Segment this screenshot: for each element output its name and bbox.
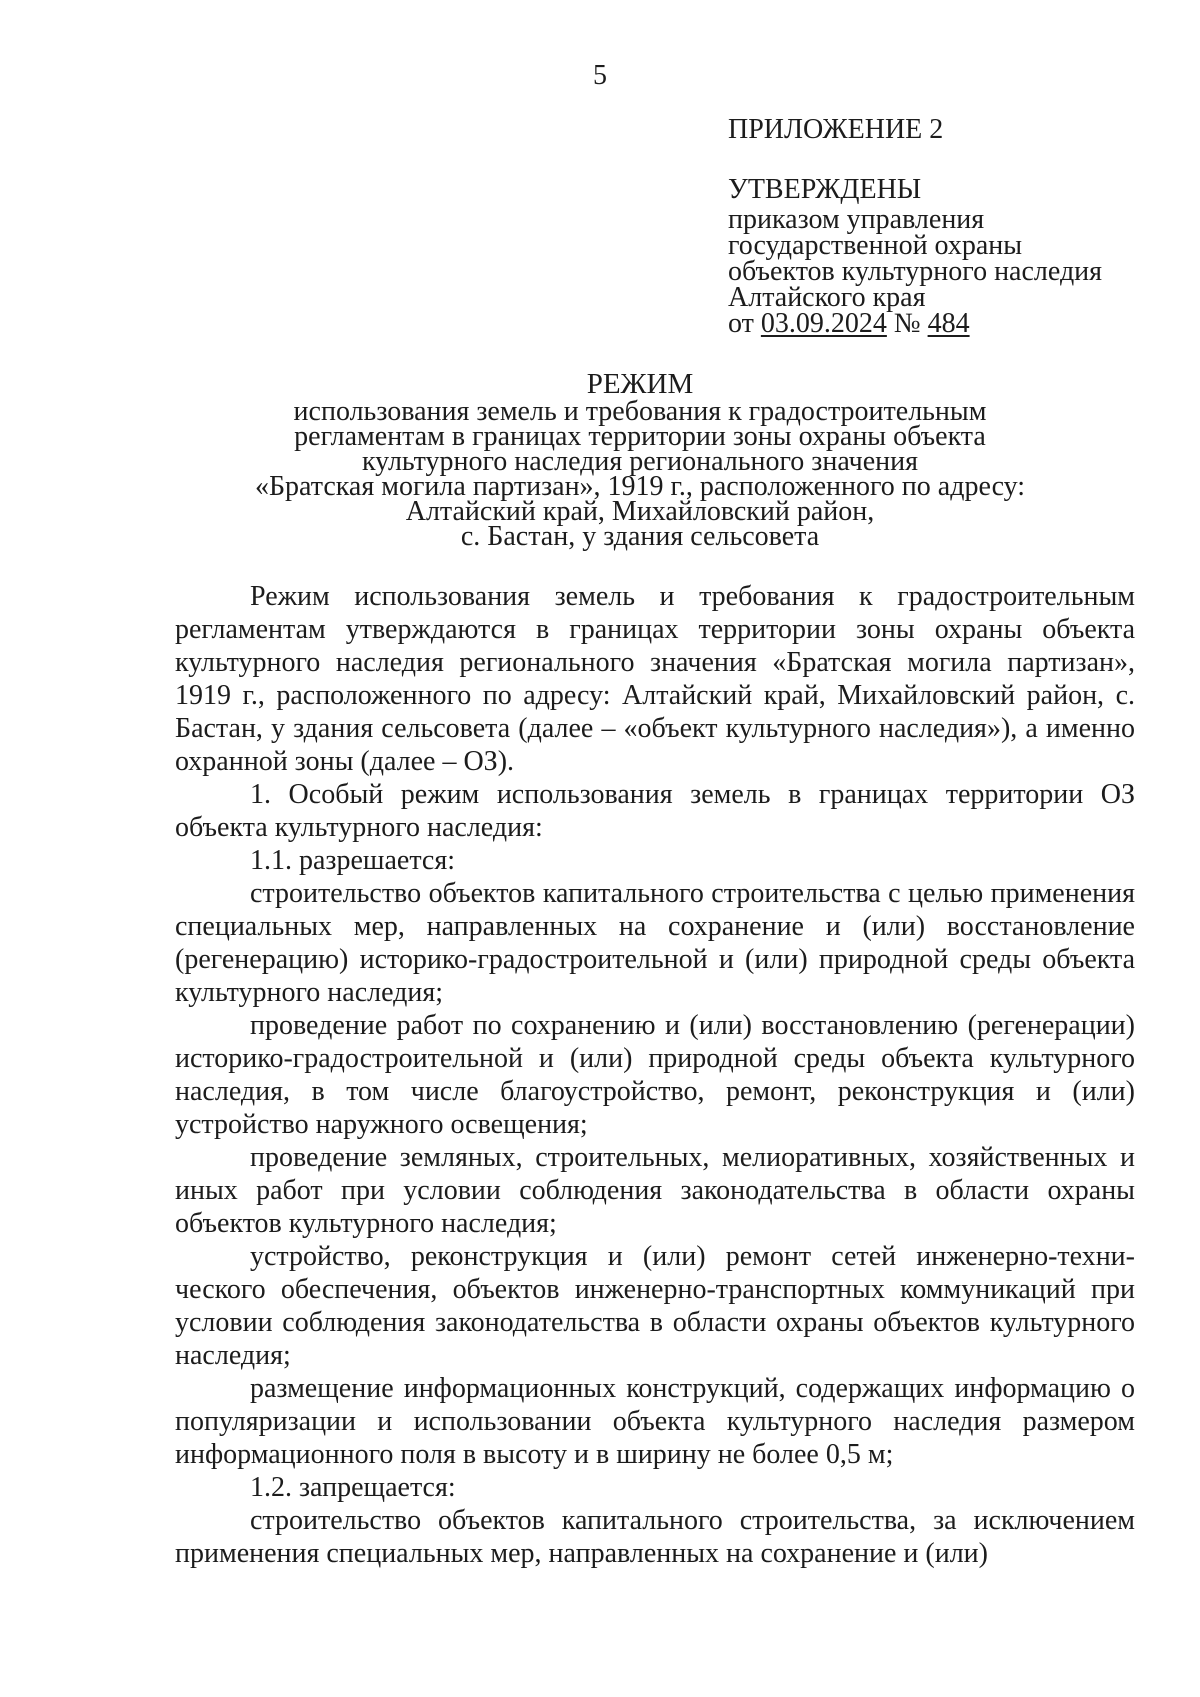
body-paragraph: 1.1. разрешается: bbox=[250, 845, 455, 876]
order-prefix: от bbox=[728, 308, 754, 339]
approval-line: приказом управления bbox=[728, 204, 985, 235]
appendix-label: ПРИЛОЖЕНИЕ 2 bbox=[728, 114, 944, 145]
body-paragraph: устройство, реконструкция и (или) ремонт сетей инженерно-технического обеспечения, объектов инженерно-транспортных коммуникаций при условии соблюдения законодательства в области охраны объектов культурного наследия; bbox=[175, 1241, 1135, 1371]
title-line: регламентам в границах территории зоны охраны объекта bbox=[294, 421, 986, 452]
body-paragraph: Режим использования земель и требования к градостроительным регламентам утверждаются в границах территории зоны охраны объекта культурного наследия регионального значения «Братская могила партизан», 1919 г., расположенного по адресу: Алтайский край, Михайловский район, с. Бастан, у здания сельсовета (далее – «объект культурного наследия»), а именно охранной зоны (далее – ОЗ). bbox=[175, 581, 1135, 777]
title-line: с. Бастан, у здания сельсовета bbox=[460, 521, 820, 552]
approval-line: государственной охраны bbox=[728, 230, 1023, 261]
body-paragraph: проведение земляных, строительных, мелиоративных, хозяйственных и иных работ при условии соблюдения законодательства в области охраны объектов культурного наследия; bbox=[175, 1142, 1135, 1239]
body-paragraph: строительство объектов капитального строительства, за исключением применения специальных мер, направленных на сохранение и (или) bbox=[175, 1505, 1135, 1569]
body-paragraph: 1.2. запрещается: bbox=[250, 1472, 456, 1503]
approval-block bbox=[728, 114, 1188, 339]
title-line: использования земель и требования к градостроительным bbox=[293, 396, 987, 427]
body-paragraph: проведение работ по сохранению и (или) восстановлению (регенерации) историко-градостроительной и (или) природной среды объекта культурного наследия, в том числе благоустройство, ремонт, реконструкция и (или) устройство наружного освещения; bbox=[175, 1010, 1135, 1140]
title-line: Алтайский край, Михайловский район, bbox=[405, 496, 875, 527]
body-paragraph: 1. Особый режим использования земель в границах территории ОЗ объекта культурного наследия: bbox=[175, 779, 1135, 843]
title-line: «Братская могила партизан», 1919 г., расположенного по адресу: bbox=[254, 471, 1026, 502]
page-number: 5 bbox=[593, 60, 607, 91]
approved-label: УТВЕРЖДЕНЫ bbox=[728, 174, 922, 205]
document-title bbox=[240, 368, 1040, 552]
document-body bbox=[175, 580, 1135, 1570]
approval-line: объектов культурного наследия bbox=[728, 256, 1103, 287]
order-number: 484 bbox=[927, 308, 970, 339]
order-number-sign: № bbox=[893, 308, 921, 339]
title-heading: РЕЖИМ bbox=[586, 368, 694, 400]
body-paragraph: строительство объектов капитального строительства с целью применения специальных мер, направленных на сохранение и (или) восстановление (регенерацию) историко-градостроительной и (или) природной среды объекта культурного наследия; bbox=[175, 878, 1135, 1008]
order-date: 03.09.2024 bbox=[760, 308, 887, 339]
title-line: культурного наследия регионального значения bbox=[361, 446, 919, 477]
body-paragraph: размещение информационных конструкций, содержащих информацию о популяризации и использовании объекта культурного наследия размером информационного поля в высоту и в ширину не более 0,5 м; bbox=[175, 1373, 1135, 1470]
order-line bbox=[728, 308, 1188, 339]
approval-line: Алтайского края bbox=[728, 282, 926, 313]
